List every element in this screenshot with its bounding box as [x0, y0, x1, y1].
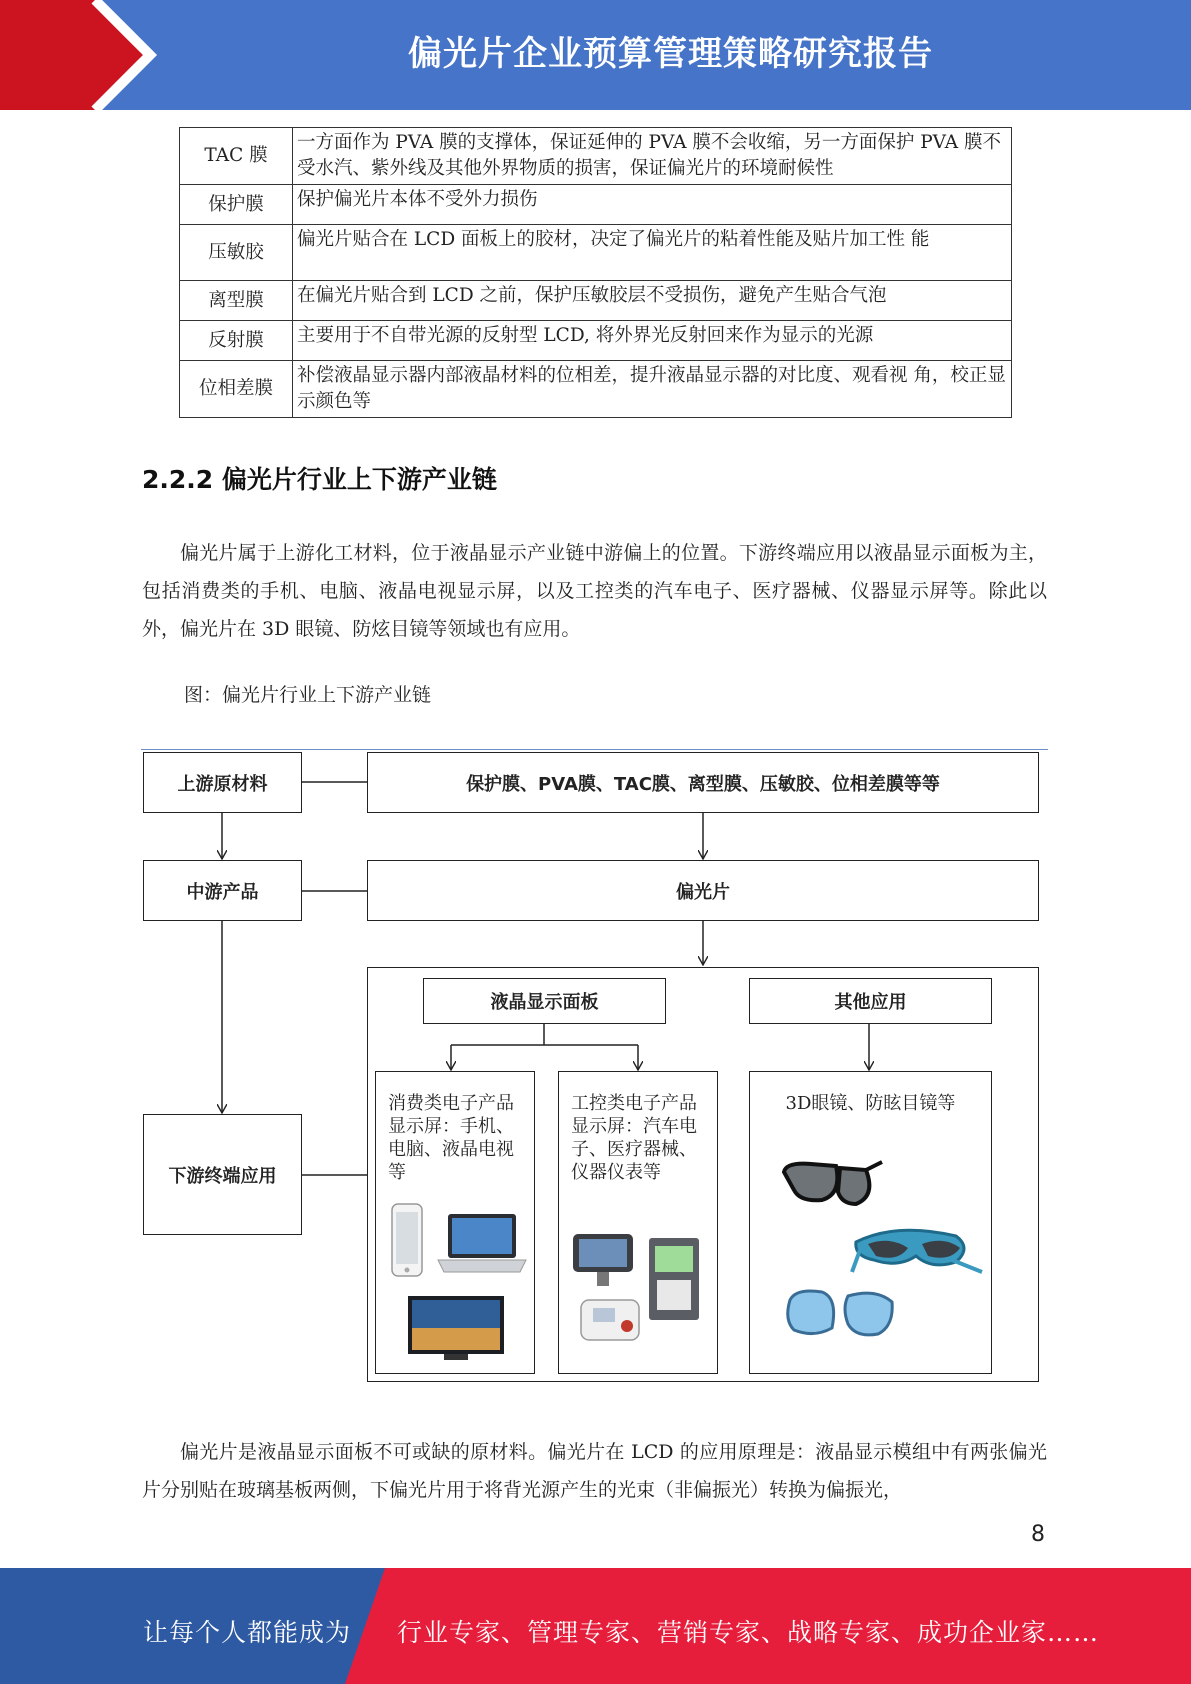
row-desc: 一方面作为 PVA 膜的支撑体，保证延伸的 PVA 膜不会收缩，另一方面保护 PVA 膜不受水汽、紫外线及其他外界物质的损害，保证偏光片的环境耐候性: [293, 128, 1012, 185]
industrial-electronics-panel: [558, 1071, 718, 1374]
consumer-electronics-panel: [375, 1071, 535, 1374]
sunglasses-icon: [852, 1230, 982, 1272]
phone-icon: [392, 1204, 422, 1276]
laptop-icon: [438, 1214, 526, 1272]
paragraph-intro: 偏光片属于上游化工材料，位于液晶显示产业链中游偏上的位置。下游终端应用以液晶显示面板为主，包括消费类的手机、电脑、液晶电视显示屏，以及工控类的汽车电子、医疗器械、仪器显示屏等。除此以外，偏光片在 3D 眼镜、防炫目镜等领域也有应用。: [142, 542, 1047, 640]
row-desc: 在偏光片贴合到 LCD 之前，保护压敏胶层不受损伤，避免产生贴合气泡: [293, 281, 1012, 321]
footer-slogan-right: 行业专家、管理专家、营销专家、战略专家、成功企业家……: [397, 1618, 1100, 1647]
figure-caption: 图：偏光片行业上下游产业链: [184, 684, 432, 706]
section-title: 2.2.2 偏光片行业上下游产业链: [142, 465, 497, 494]
tv-icon: [408, 1296, 504, 1360]
downstream-label-box: 下游终端应用: [143, 1114, 302, 1235]
glasses-text: 3D眼镜、防眩目镜等: [785, 1093, 956, 1114]
mirror-lens-icon: [788, 1291, 892, 1335]
page-footer: [0, 1568, 1191, 1684]
lcd-panel-box: 液晶显示面板: [423, 978, 666, 1024]
car-monitor-icon: [573, 1234, 633, 1286]
header-title: 偏光片企业预算管理策略研究报告: [408, 34, 933, 74]
row-desc: 主要用于不自带光源的反射型 LCD, 将外界光反射回来作为显示的光源: [293, 321, 1012, 361]
footer-slogan-left: 让每个人都能成为: [143, 1618, 352, 1647]
3d-glasses-icon: [784, 1162, 882, 1204]
industrial-text: 工控类电子产品显示屏：汽车电子、医疗器械、仪器仪表等: [571, 1093, 697, 1183]
row-name: 保护膜: [180, 185, 293, 225]
midstream-item-box: 偏光片: [367, 860, 1039, 921]
row-desc: 偏光片贴合在 LCD 面板上的胶材，决定了偏光片的粘着性能及贴片加工性 能: [293, 225, 1012, 281]
consumer-devices-illustration: [380, 1200, 530, 1370]
glasses-illustration: [756, 1132, 986, 1362]
row-name: TAC 膜: [180, 128, 293, 185]
medical-device-icon: [581, 1300, 639, 1340]
consumer-text: 消费类电子产品显示屏：手机、电脑、液晶电视等: [388, 1093, 514, 1183]
midstream-label-box: 中游产品: [143, 860, 302, 921]
other-apps-box: 其他应用: [749, 978, 992, 1024]
meter-icon: [649, 1238, 699, 1320]
paragraph-principle: 偏光片是液晶显示面板不可或缺的原材料。偏光片在 LCD 的应用原理是：液晶显示模组中有两张偏光片分别贴在玻璃基板两侧，下偏光片用于将背光源产生的光束（非偏振光）转换为偏振光，: [142, 1441, 1047, 1501]
row-name: 位相差膜: [180, 361, 293, 418]
row-desc: 补偿液晶显示器内部液晶材料的位相差，提升液晶显示器的对比度、观看视 角，校正显示颜色等: [293, 361, 1012, 418]
industrial-devices-illustration: [563, 1230, 713, 1370]
row-name: 压敏胶: [180, 225, 293, 281]
upstream-label-box: 上游原材料: [143, 752, 302, 813]
row-name: 反射膜: [180, 321, 293, 361]
glasses-panel: [749, 1071, 992, 1374]
upstream-items-box: 保护膜、PVA膜、TAC膜、离型膜、压敏胶、位相差膜等等: [367, 752, 1039, 813]
row-desc: 保护偏光片本体不受外力损伤: [293, 185, 1012, 225]
page-number: 8: [1031, 1522, 1045, 1547]
row-name: 离型膜: [180, 281, 293, 321]
